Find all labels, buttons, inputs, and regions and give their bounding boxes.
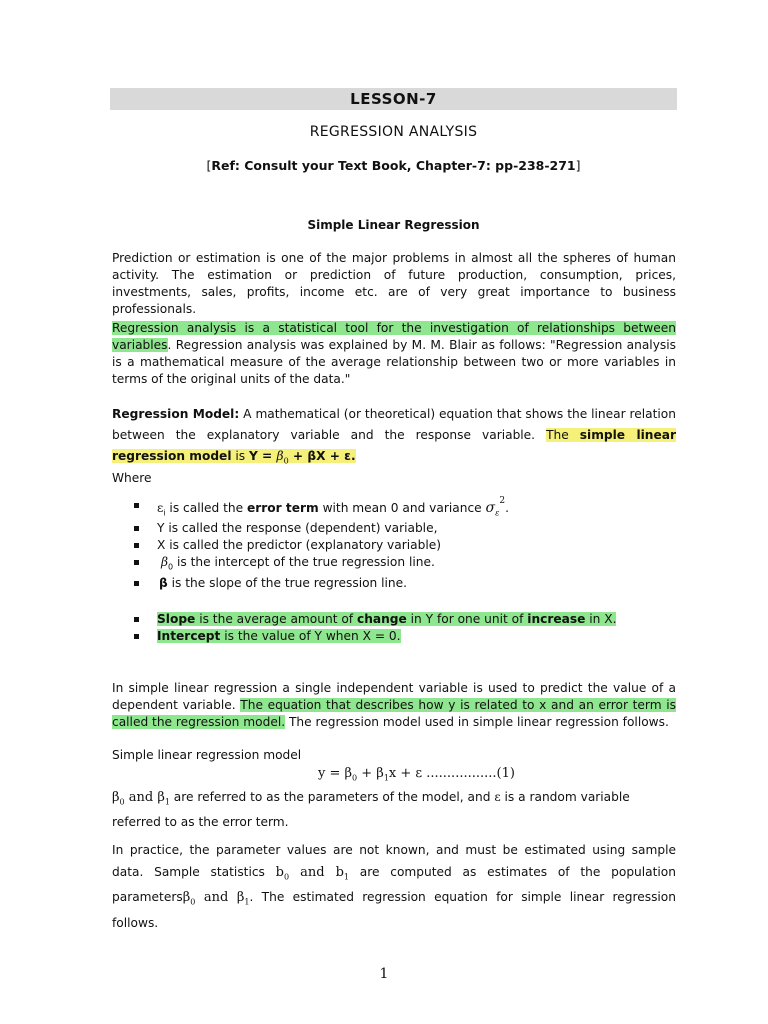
bullet-icon xyxy=(134,543,139,548)
epsilon-symbol: ε xyxy=(494,790,501,804)
stat-sub: 1 xyxy=(343,871,349,881)
bullet-text: is the value of Y when X = 0. xyxy=(220,629,401,643)
where-label: Where xyxy=(112,471,152,485)
para3-highlight: The equation that describes how y is related to x and an error term is called the regression model. xyxy=(112,698,676,729)
sigma-sup: 2 xyxy=(499,496,506,506)
and-word: and xyxy=(289,864,336,880)
para5-text: are computed as estimates of the population parameters xyxy=(112,864,676,905)
beta-symbol: β xyxy=(236,890,245,906)
bold-term: Intercept xyxy=(157,629,221,643)
bold-term: Slope xyxy=(157,612,196,626)
para5-text: . The estimated regression equation for simple linear regression follows. xyxy=(112,890,676,931)
page-number: 1 xyxy=(379,966,389,982)
para3-text: In simple linear regression a single independent variable is used to predict the value of a dependent variable. xyxy=(112,681,676,712)
model-label: Regression Model: xyxy=(112,407,240,421)
page-title: REGRESSION ANALYSIS xyxy=(309,124,478,140)
estimation-paragraph xyxy=(112,840,676,935)
list-item xyxy=(112,575,672,592)
bullet-icon xyxy=(134,560,139,565)
parameters-paragraph xyxy=(112,787,676,833)
and-word: and xyxy=(195,890,237,906)
bullet-text: is the average amount of xyxy=(195,612,357,626)
model-beta0-sub: 0 xyxy=(283,456,289,466)
list-item xyxy=(112,628,672,645)
bullet-end: . xyxy=(505,501,509,516)
model-hl-a: The xyxy=(546,428,580,442)
reference-line xyxy=(110,158,677,173)
bullet-text: in X. xyxy=(585,612,617,626)
simple-regression-paragraph xyxy=(112,680,676,731)
beta-symbol: β xyxy=(161,555,169,569)
and-word: and xyxy=(124,790,158,805)
list-item xyxy=(112,537,672,554)
beta-symbol: β xyxy=(182,890,191,906)
para4-text: is a random variable referred to as the error term. xyxy=(112,790,630,830)
epsilon-symbol: ε xyxy=(157,501,164,516)
beta-symbol: β xyxy=(112,790,120,805)
definition-rest: . Regression analysis was explained by M. M. Blair as follows: "Regression analysis is a mathematical measure of the average relationship between two or more variables in terms of the original units of the data." xyxy=(112,338,676,386)
bullet-text: with mean 0 and variance xyxy=(318,501,486,516)
para4-text: are referred to as the parameters of the model, and xyxy=(169,790,495,804)
bold-term: increase xyxy=(527,612,586,626)
stat-symbol: b xyxy=(335,864,344,880)
beta-symbol: β xyxy=(159,576,168,590)
list-item xyxy=(112,494,672,520)
bullet-text: is the slope of the true regression line. xyxy=(167,576,408,590)
ref-close-bracket: ] xyxy=(575,158,581,173)
beta-sub: 1 xyxy=(164,797,170,807)
model-text: A mathematical (or theoretical) equation that shows the linear relation between the explanatory variable and the response variable. xyxy=(112,407,676,442)
model-hl-b: simple linear regression model xyxy=(112,428,676,463)
bullet-text: is called the xyxy=(165,501,247,516)
model-hl-d: Y = xyxy=(248,449,277,463)
model-label-line: Simple linear regression model xyxy=(112,748,302,762)
regression-equation xyxy=(318,766,515,783)
para5-text: In practice, the parameter values are not known, and must be estimated using sample data. Sample statistics xyxy=(112,843,676,879)
bold-term: change xyxy=(356,612,407,626)
beta-sub: 0 xyxy=(190,897,196,907)
section-heading: Simple Linear Regression xyxy=(307,218,480,232)
eq-part: y = β xyxy=(318,766,353,781)
intro-paragraph: Prediction or estimation is one of the major problems in almost all the spheres of human activity. The estimation or prediction of future production, consumption, prices, investments, sales, profits, income etc. are of very great importance to business professionals. xyxy=(112,251,676,316)
eq-part: x + ε .................(1) xyxy=(388,766,515,781)
bullet-icon xyxy=(134,634,139,639)
bullet-text: is the intercept of the true regression line. xyxy=(173,555,435,569)
lesson-heading: LESSON-7 xyxy=(110,88,677,110)
bullet-icon xyxy=(134,503,139,508)
sigma-sub: ε xyxy=(495,508,500,518)
stat-symbol: b xyxy=(275,864,284,880)
beta-sub: 1 xyxy=(244,897,250,907)
definition-highlight: Regression analysis is a statistical tool for the investigation of relationships between variables xyxy=(112,321,676,352)
sigma-symbol: σ xyxy=(485,500,496,517)
beta-symbol: β xyxy=(157,790,165,805)
ref-open-bracket: [ xyxy=(206,158,212,173)
intercept-highlight xyxy=(157,629,401,643)
list-item xyxy=(112,554,672,571)
list-item xyxy=(112,611,672,628)
para3-text: The regression model used in simple linear regression follows. xyxy=(285,715,669,729)
bullet-text: X is called the predictor (explanatory variable) xyxy=(157,538,441,552)
bullet-icon xyxy=(134,526,139,531)
eq-sub: 0 xyxy=(352,773,358,783)
slope-highlight xyxy=(157,612,616,626)
slope-intercept-list xyxy=(112,611,672,645)
definitions-list xyxy=(112,494,672,592)
eq-part: + β xyxy=(357,766,384,781)
bullet-bold: error term xyxy=(246,501,319,516)
model-beta0: β xyxy=(276,449,284,463)
list-item xyxy=(112,520,672,537)
ref-text: Ref: Consult your Text Book, Chapter-7: pp-238-271 xyxy=(211,158,576,173)
model-hl-c: is xyxy=(231,449,249,463)
epsilon-sub: i xyxy=(163,508,166,518)
bullet-icon xyxy=(134,617,139,622)
bullet-icon xyxy=(134,581,139,586)
model-hl-e: + βX + ε. xyxy=(288,449,356,463)
regression-definition-paragraph xyxy=(112,320,676,388)
bullet-text: Y is called the response (dependent) variable, xyxy=(157,521,438,535)
stat-sub: 0 xyxy=(283,871,290,881)
beta-sub: 0 xyxy=(168,562,174,572)
beta-sub: 0 xyxy=(119,797,125,807)
bullet-text: in Y for one unit of xyxy=(406,612,528,626)
regression-model-paragraph xyxy=(112,404,676,471)
eq-sub: 1 xyxy=(383,773,389,783)
